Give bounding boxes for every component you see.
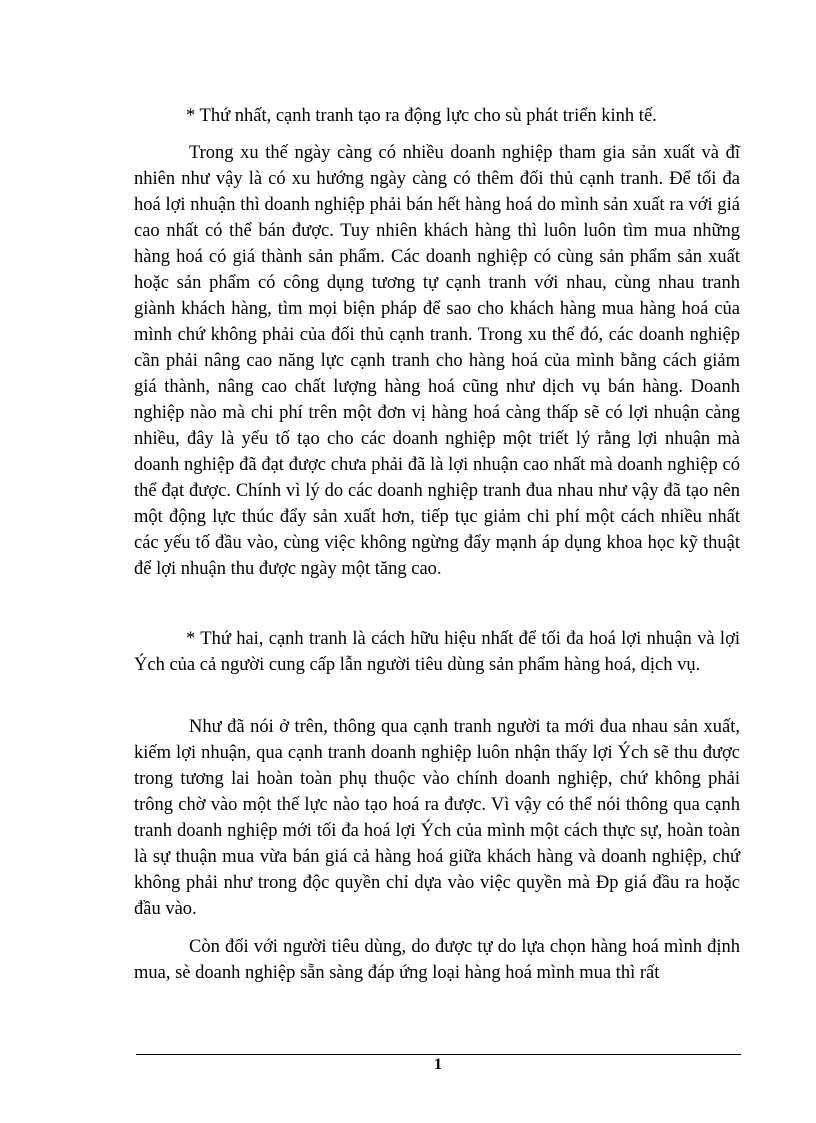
paragraph-body-third: Còn đối với người tiêu dùng, do được tự do lựa chọn hàng hoá mình định mua, sè doanh nghiệp sẵn sàng đáp ứng loại hàng hoá mình mua thì rất bbox=[134, 937, 740, 983]
footer-divider bbox=[136, 1054, 741, 1055]
page-number: 1 bbox=[434, 1056, 442, 1073]
paragraph-body-second: Như đã nói ở trên, thông qua cạnh tranh người ta mới đua nhau sản xuất, kiếm lợi nhuận, qua cạnh tranh doanh nghiệp luôn nhận thấy lợi Ých sẽ thu được trong tương lai hoàn toàn phụ thuộc vào chính doanh nghiệp, chứ không phải trông chờ vào một thế lực nào tạo hoá ra được. Vì vậy có thể nói thông qua cạnh tranh doanh nghiệp mới tối đa hoá lợi Ých của mình một cách thực sự, hoàn toàn là sự thuận mua vừa bán giá cả hàng hoá giữa khách hàng và doanh nghiệp, chứ không phải như trong độc quyền chỉ dựa vào việc quyền mà Ðp giá đầu ra hoặc đầu vào. bbox=[134, 717, 740, 919]
paragraph-heading-first: * Thứ nhất, cạnh tranh tạo ra động lực cho sù phát triển kinh tế. bbox=[186, 106, 657, 126]
paragraph-heading-second: * Thứ hai, cạnh tranh là cách hữu hiệu nhất để tối đa hoá lợi nhuận và lợi Ých của cả người cung cấp lẫn người tiêu dùng sản phẩm hàng hoá, dịch vụ. bbox=[134, 629, 740, 675]
paragraph-body-first: Trong xu thế ngày càng có nhiều doanh nghiệp tham gia sản xuất và đĩ nhiên như vậy là có xu hướng ngày càng có thêm đối thủ cạnh tranh. Để tối đa hoá lợi nhuận thì doanh nghiệp phải bán hết hàng hoá do mình sản xuất ra với giá cao nhất có thể bán được. Tuy nhiên khách hàng thì luôn luôn tìm mua những hàng hoá có giá thành sản phẩm. Các doanh nghiệp có cùng sản phẩm sản xuất hoặc sản phẩm có công dụng tương tự cạnh tranh với nhau, cùng nhau tranh giành khách hàng, tìm mọi biện pháp để sao cho khách hàng mua hàng hoá của mình chứ không phải của đối thủ cạnh tranh. Trong xu thế đó, các doanh nghiệp cần phải nâng cao năng lực cạnh tranh cho hàng hoá của mình bằng cách giảm giá thành, nâng cao chất lượng hàng hoá cũng như dịch vụ bán hàng. Doanh nghiệp nào mà chi phí trên một đơn vị hàng hoá càng thấp sẽ có lợi nhuận càng nhiều, đây là yếu tố tạo cho các doanh nghiệp một triết lý rằng lợi nhuận mà doanh nghiệp đã đạt được chưa phải đã là lợi nhuận cao nhất mà doanh nghiệp có thể đạt được. Chính vì lý do các doanh nghiệp tranh đua nhau như vậy đã tạo nên một động lực thúc đẩy sản xuất hơn, tiếp tục giảm chi phí một cách nhiều nhất các yếu tố đầu vào, cùng việc không ngừng đẩy mạnh áp dụng khoa học kỹ thuật để lợi nhuận thu được ngày một tăng cao. bbox=[134, 143, 740, 579]
